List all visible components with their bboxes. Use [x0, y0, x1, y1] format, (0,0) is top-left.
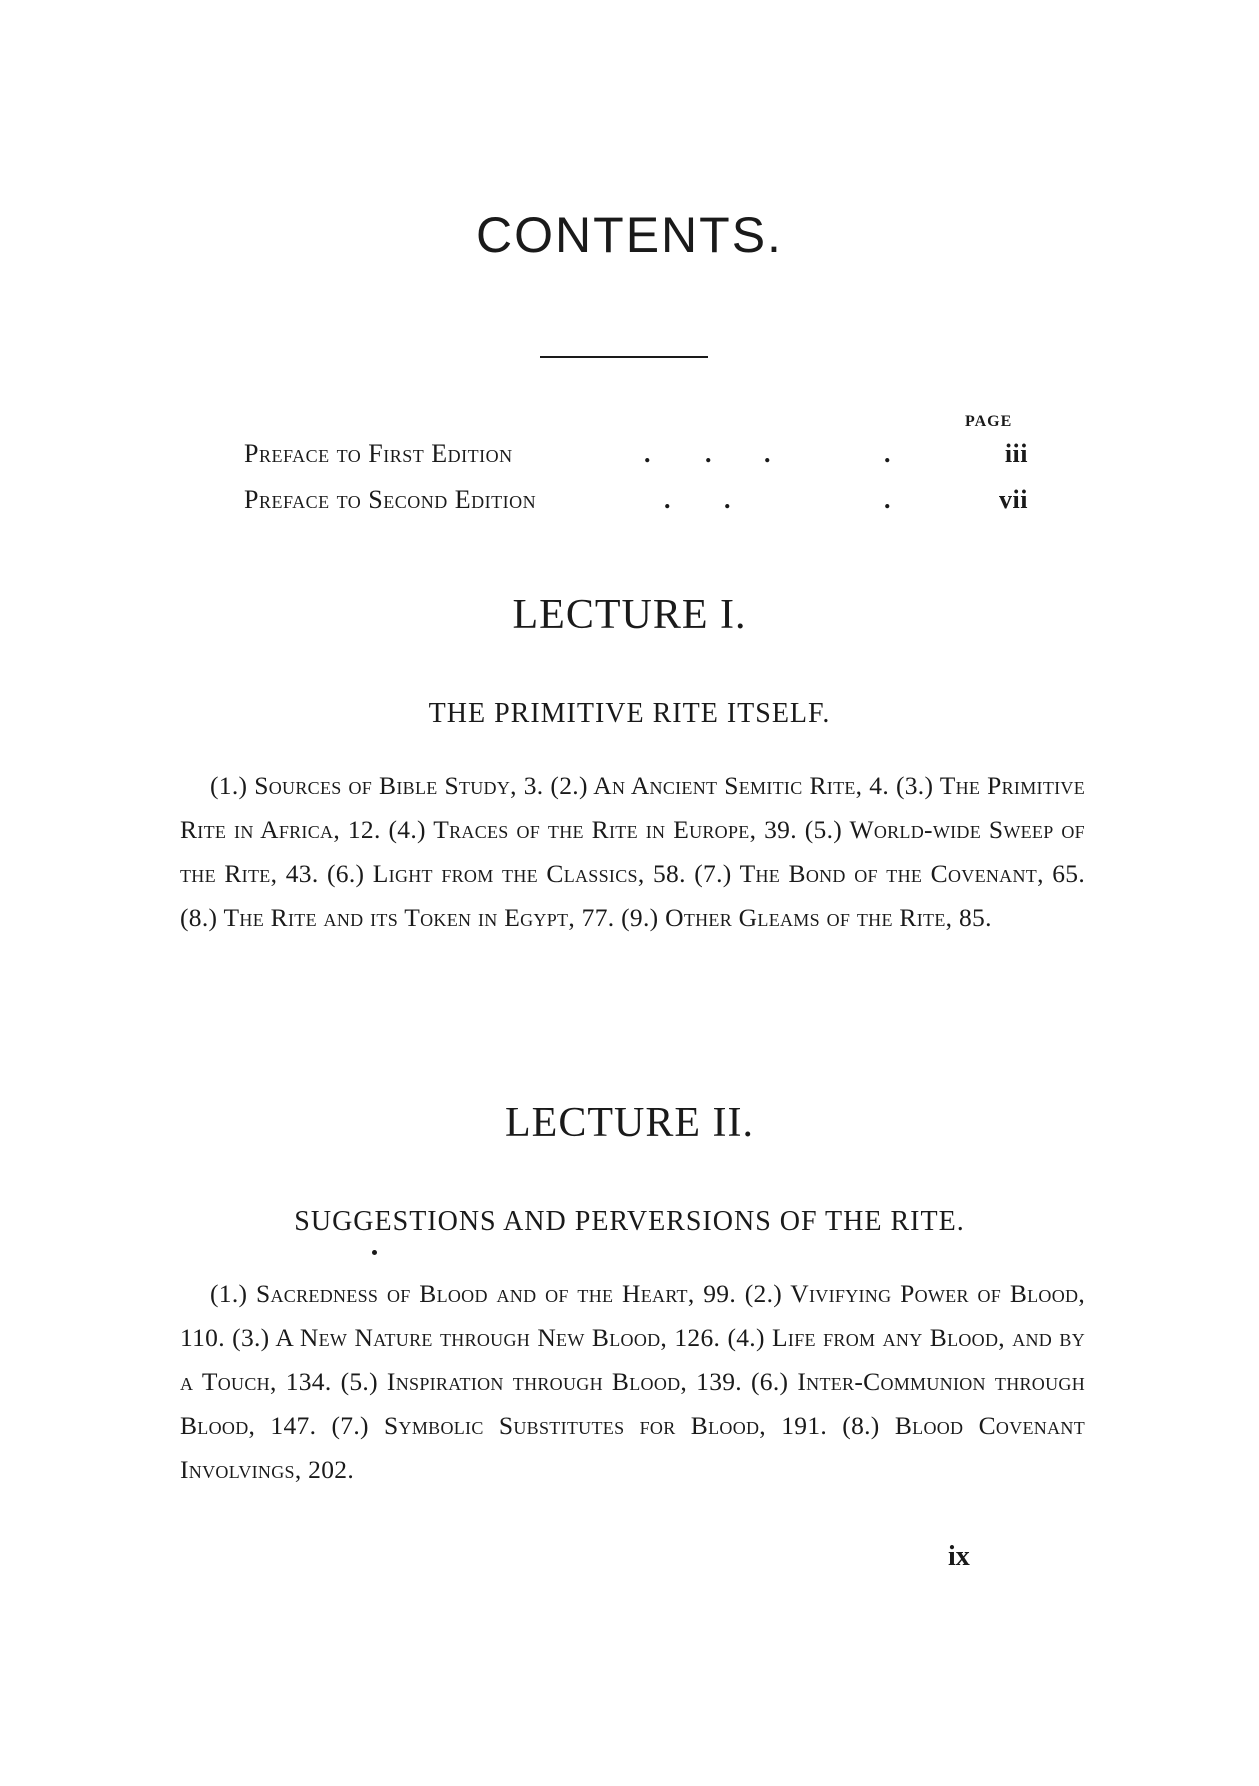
lecture-contents-paragraph: (1.) Sources of Bible Study, 3. (2.) An Ancient Semitic Rite, 4. (3.) The Primitive Rite in Africa, 12. (4.) Traces of the Rite in Europe, 39. (5.) World-wide Sweep of the Rite, 43. (6.) Light from the Classics, 58. (7.) The Bond of the Covenant, 65. (8.) The Rite and its Token in Egypt, 77. (9.) Other Gleams of the Rite, 85. — [180, 771, 1085, 932]
page-column-label: PAGE — [965, 413, 1013, 430]
page-folio: ix — [948, 1541, 970, 1572]
lecture-subtitle: THE PRIMITIVE RITE ITSELF. — [428, 698, 831, 729]
leader-dot: . — [664, 485, 671, 514]
preface-page-number: iii — [1004, 439, 1028, 468]
leader-dot: . — [884, 439, 891, 468]
leader-dot: . — [644, 439, 651, 468]
leader-dot: . — [764, 439, 771, 468]
leader-dot: . — [705, 439, 712, 468]
lecture-heading: LECTURE I. — [512, 592, 747, 638]
preface-title: Preface to First Edition — [244, 439, 513, 468]
lecture-heading: LECTURE II. — [505, 1100, 754, 1146]
leader-dot: . — [884, 485, 891, 514]
preface-title: Preface to Second Edition — [244, 485, 537, 514]
lecture-subtitle: SUGGESTIONS AND PERVERSIONS OF THE RITE. — [294, 1206, 965, 1237]
preface-row-second-edition — [244, 482, 1028, 518]
title-rule — [540, 356, 708, 358]
stray-dot — [372, 1250, 377, 1255]
preface-row-first-edition — [244, 436, 1028, 472]
preface-page-number: vii — [999, 485, 1028, 514]
lecture-contents-paragraph: (1.) Sacredness of Blood and of the Heart, 99. (2.) Vivifying Power of Blood, 110. (3.) A New Nature through New Blood, 126. (4.) Life from any Blood, and by a Touch, 134. (5.) Inspiration through Blood, 139. (6.) Inter-Communion through Blood, 147. (7.) Symbolic Substitutes for Blood, 191. (8.) Blood Covenant Involvings, 202. — [180, 1279, 1085, 1484]
leader-dot: . — [724, 485, 731, 514]
page-title: CONTENTS. — [476, 207, 783, 263]
